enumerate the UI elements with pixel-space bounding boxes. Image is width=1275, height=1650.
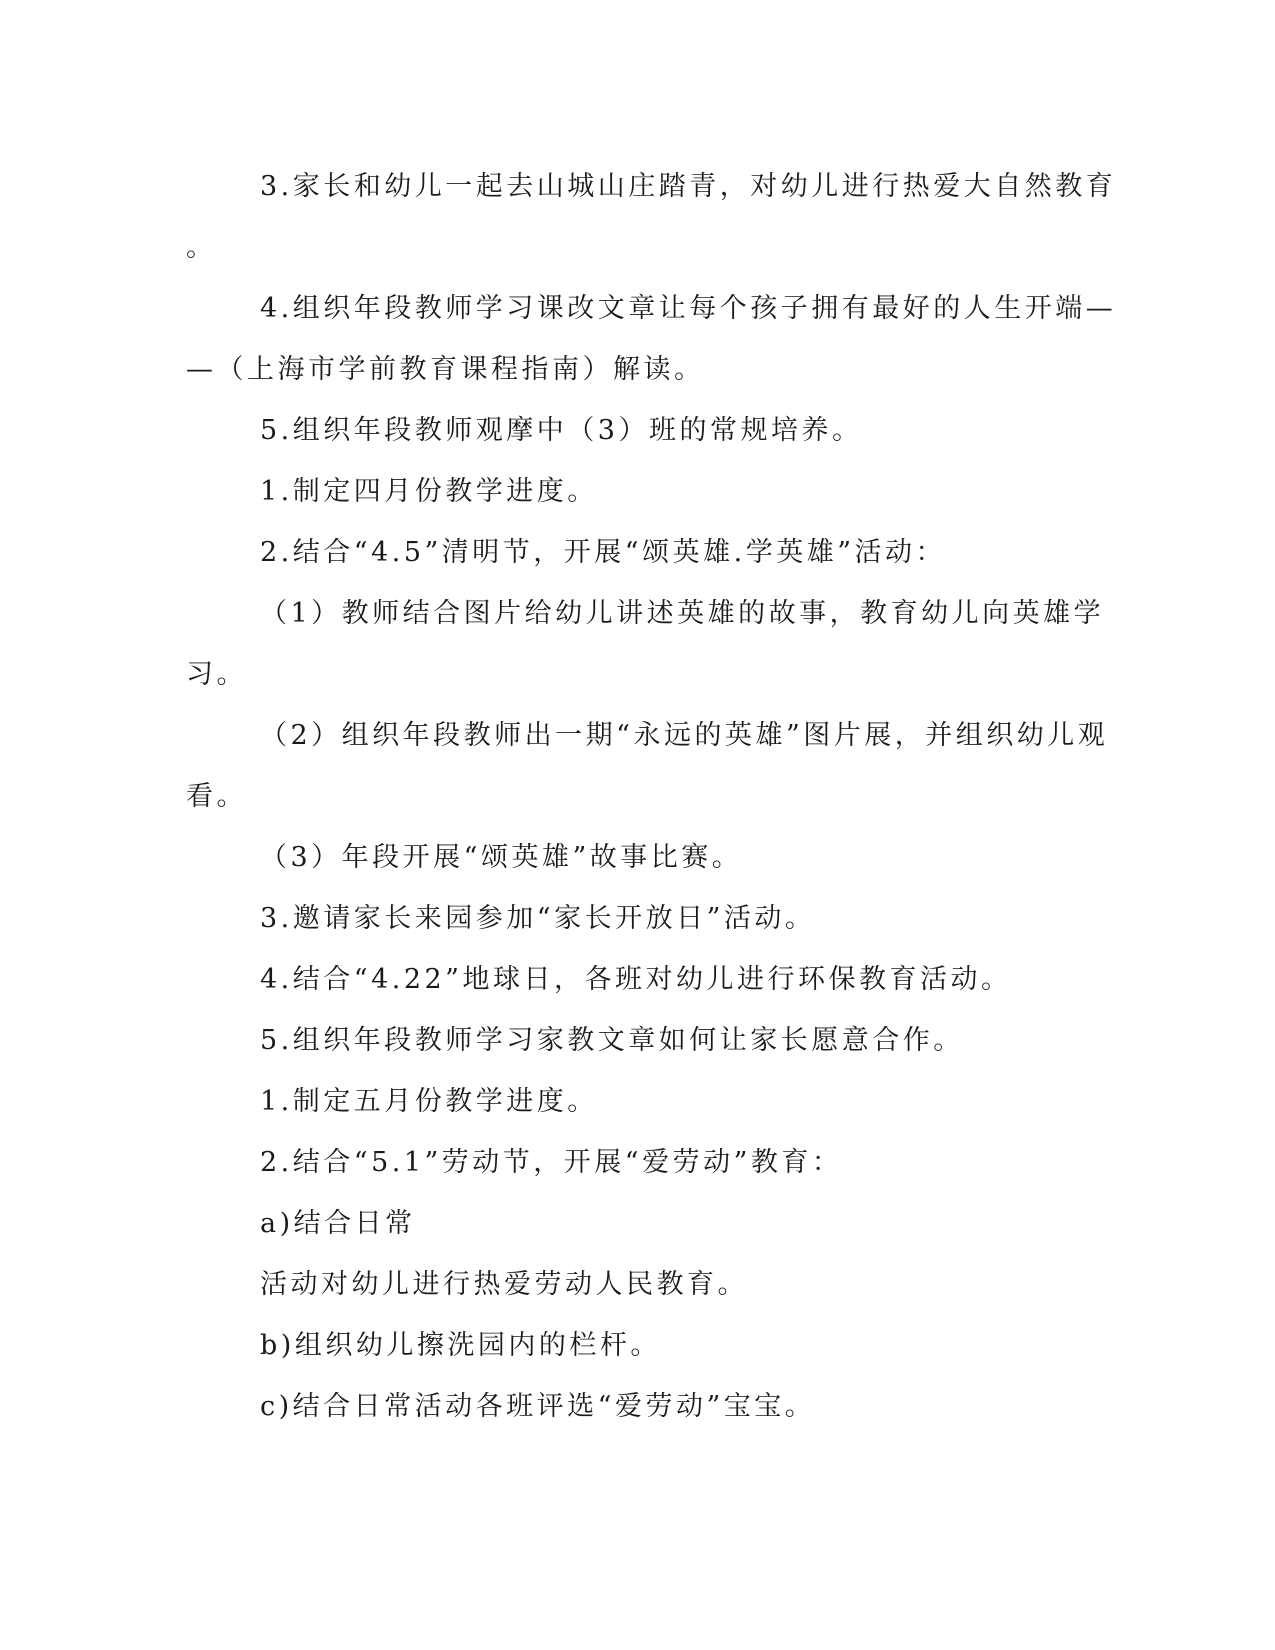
paragraph-line: 4.组织年段教师学习课改文章让每个孩子拥有最好的人生开端— <box>260 293 1117 324</box>
paragraph-line: 活动对幼儿进行热爱劳动人民教育。 <box>260 1269 748 1300</box>
paragraph-line: b)组织幼儿擦洗园内的栏杆。 <box>260 1330 661 1361</box>
paragraph-line: 3.邀请家长来园参加“家长开放日”活动。 <box>260 903 816 934</box>
paragraph-line: —（上海市学前教育课程指南）解读。 <box>186 354 705 385</box>
paragraph-line: 5.组织年段教师学习家教文章如何让家长愿意合作。 <box>260 1025 964 1056</box>
paragraph-line: 4.结合“4.22”地球日，各班对幼儿进行环保教育活动。 <box>260 964 1012 995</box>
paragraph-line: （3）年段开展“颂英雄”故事比赛。 <box>260 842 743 873</box>
paragraph-line: 5.组织年段教师观摩中（3）班的常规培养。 <box>260 415 863 446</box>
paragraph-line: 1.制定五月份教学进度。 <box>260 1086 598 1117</box>
paragraph-line: （2）组织年段教师出一期“永远的英雄”图片展，并组织幼儿观 <box>260 720 1109 751</box>
paragraph-line: 1.制定四月份教学进度。 <box>260 476 598 507</box>
paragraph-line: （1）教师结合图片给幼儿讲述英雄的故事，教育幼儿向英雄学 <box>260 598 1105 629</box>
paragraph-line: 2.结合“5.1”劳动节，开展“爱劳动”教育： <box>260 1147 843 1178</box>
paragraph-line: 习。 <box>186 659 247 690</box>
paragraph-line: c)结合日常活动各班评选“爱劳动”宝宝。 <box>260 1391 816 1422</box>
paragraph-line: 2.结合“4.5”清明节，开展“颂英雄.学英雄”活动： <box>260 537 946 568</box>
document-body <box>186 156 1117 1437</box>
paragraph-line: 。 <box>186 232 217 263</box>
paragraph-line: 3.家长和幼儿一起去山城山庄踏青，对幼儿进行热爱大自然教育 <box>260 171 1117 202</box>
paragraph-line: a)结合日常 <box>260 1208 416 1239</box>
paragraph-line: 看。 <box>186 781 247 812</box>
